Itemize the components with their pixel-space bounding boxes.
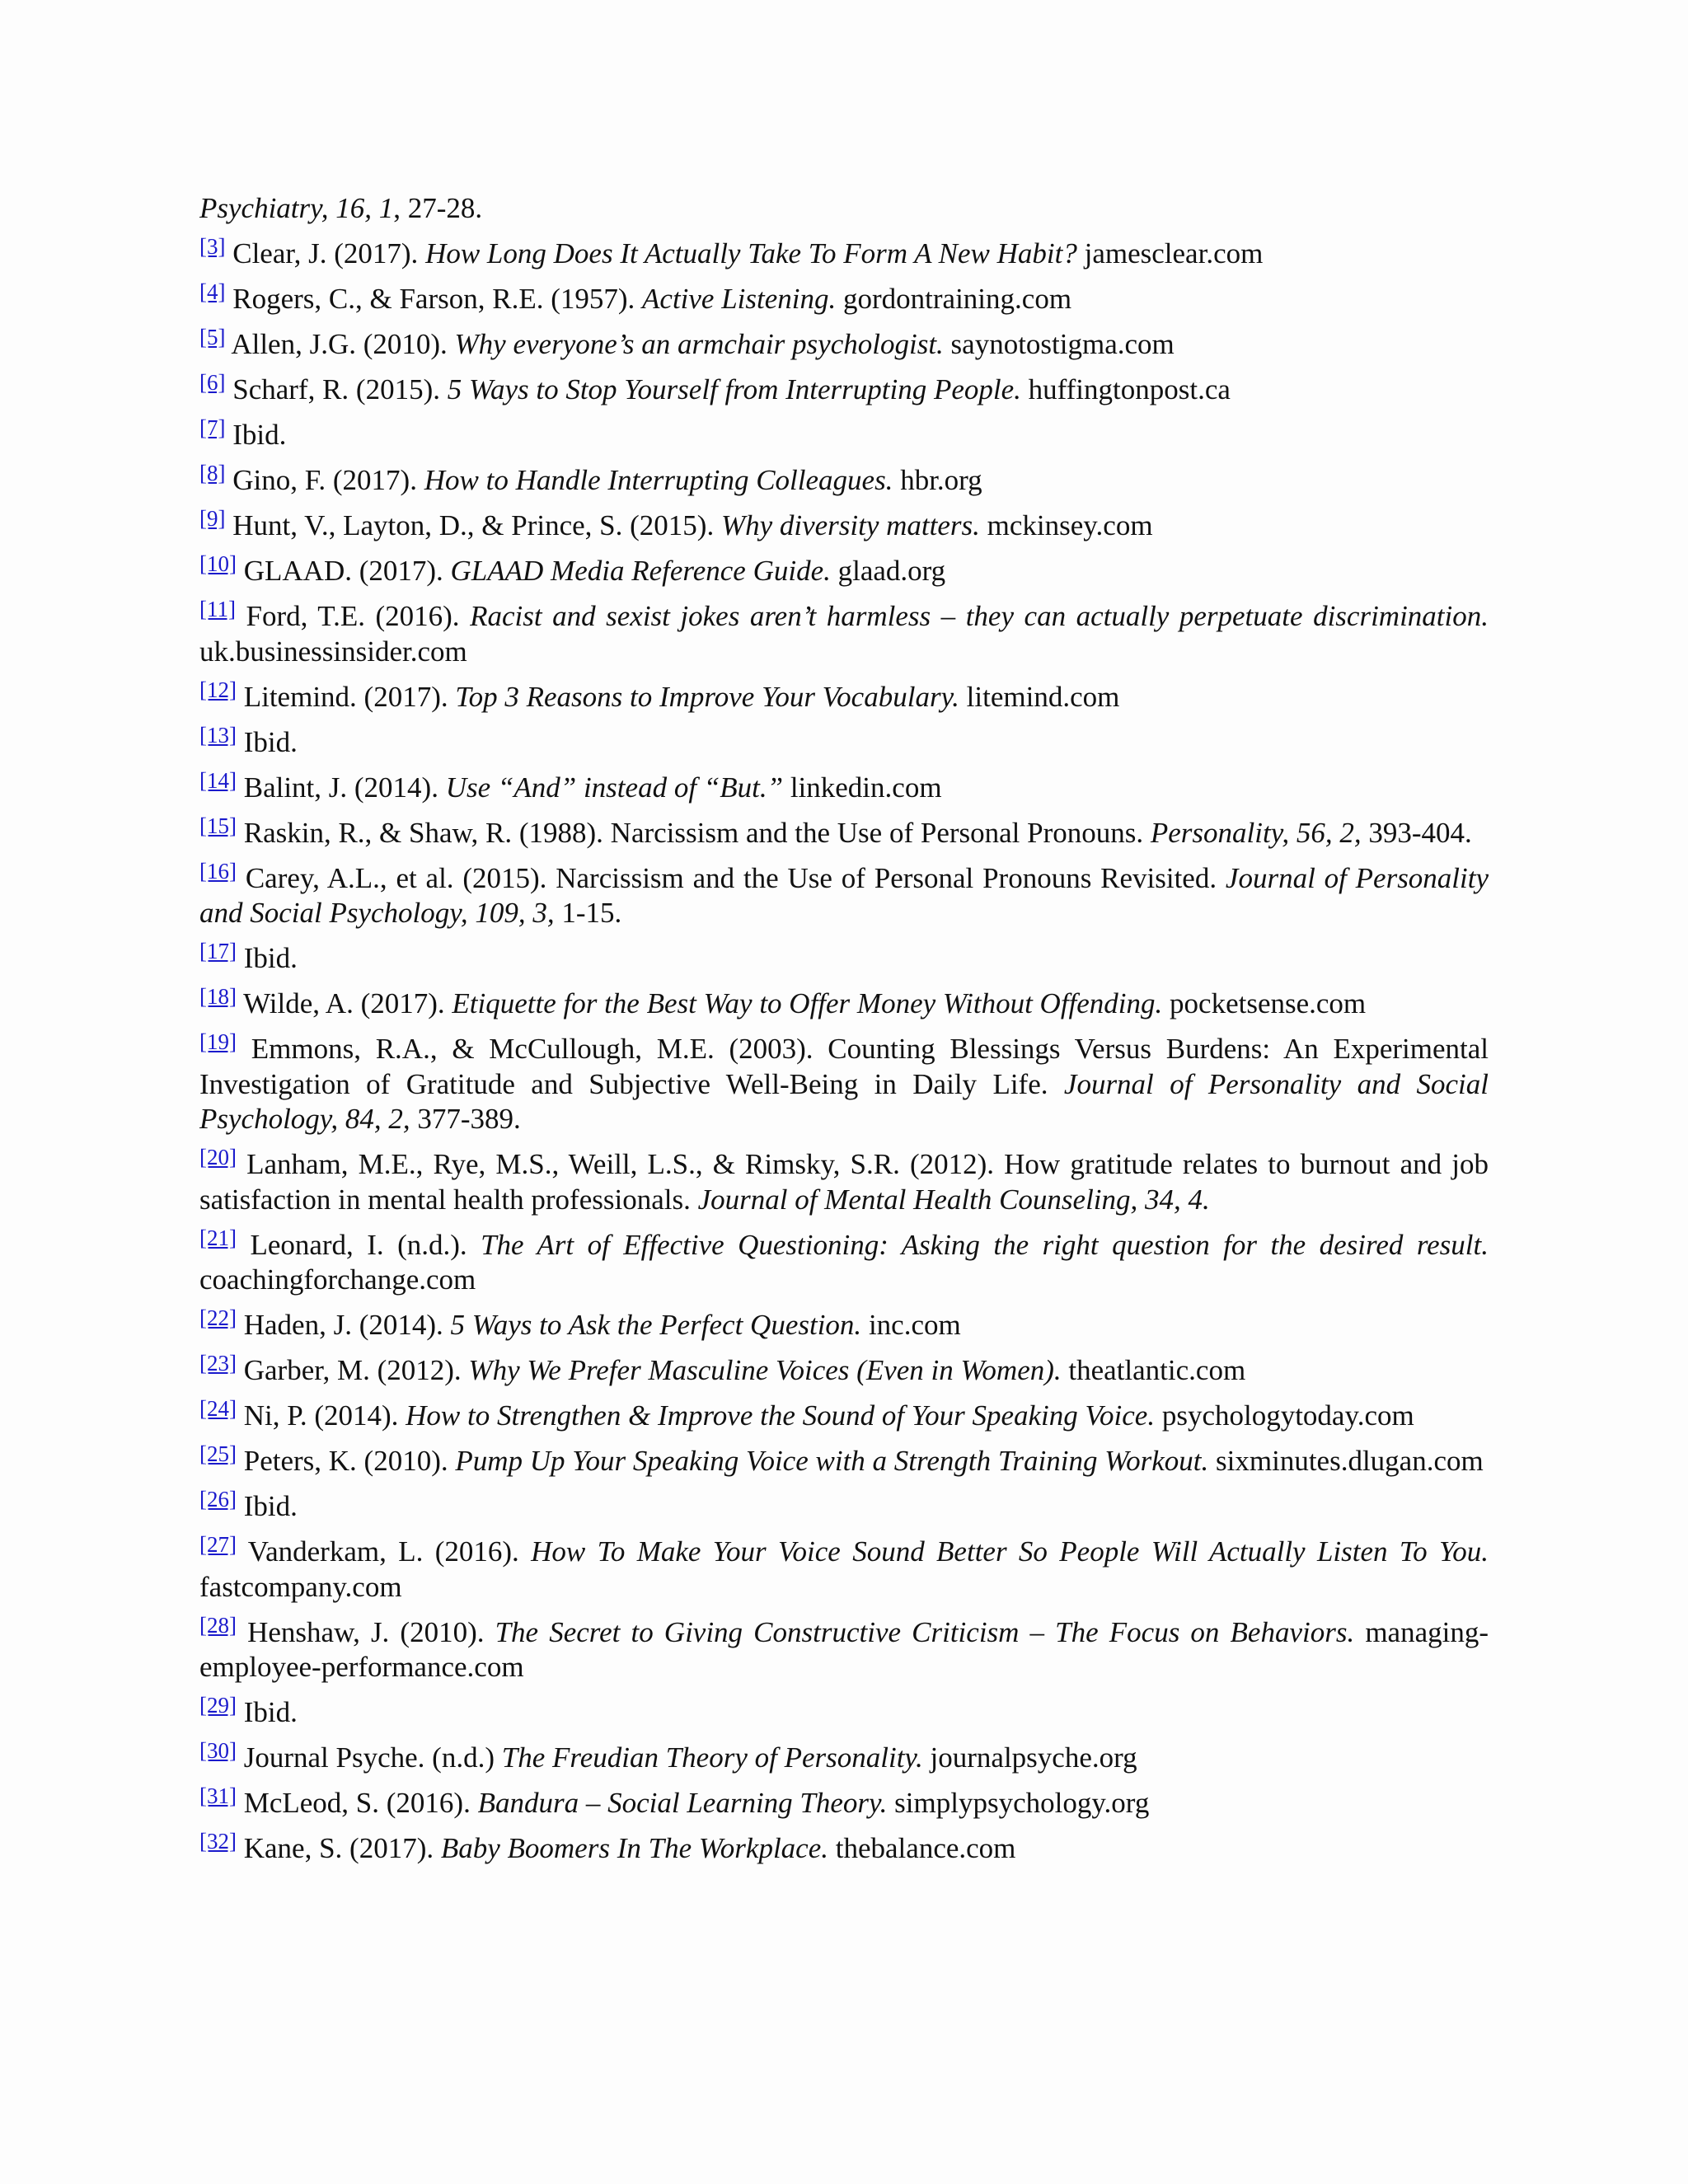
reference-source: inc.com [861,1309,961,1341]
reference-entry [199,1738,1489,1776]
reference-author: Ni, P. (2014). [243,1399,406,1432]
reference-entry [199,722,1489,761]
reference-entry [199,415,1489,453]
footnote-link[interactable]: [17] [199,939,237,963]
reference-entry [199,1441,1489,1479]
reference-entry [199,551,1489,589]
reference-title: 5 Ways to Ask the Perfect Question. [450,1309,862,1341]
reference-entry [199,767,1489,806]
reference-source: 1-15. [554,897,622,929]
footnote-link[interactable]: [31] [199,1783,237,1808]
footnote-link[interactable]: [24] [199,1396,237,1421]
reference-source: saynotostigma.com [943,328,1175,360]
footnote-link[interactable]: [21] [199,1225,237,1250]
reference-title: Why diversity matters. [720,509,980,541]
reference-continuation [199,191,1489,227]
reference-author: Hunt, V., Layton, D., & Prince, S. (2015). [232,509,721,541]
reference-source: jamesclear.com [1076,237,1264,269]
footnote-link[interactable]: [6] [199,370,226,395]
references-page [199,191,1489,1877]
reference-author: Emmons, R.A., & McCullough, M.E. (2003). Counting Blessings Versus Burdens: An Experimental Investigation of Gratitude and Subjective Well-Being in Daily Life. [199,1033,1489,1100]
reference-source: mckinsey.com [979,509,1153,541]
reference-author: Ibid. [232,419,287,451]
reference-author: Ibid. [243,725,298,758]
reference-author: GLAAD. (2017). [243,555,451,587]
reference-entry [199,1612,1489,1685]
reference-entry [199,327,1489,363]
footnote-link[interactable]: [23] [199,1351,237,1376]
footnote-link[interactable]: [25] [199,1441,237,1466]
reference-entry [199,1489,1489,1525]
reference-title: Bandura – Social Learning Theory. [477,1787,888,1819]
reference-author: Clear, J. (2017). [232,237,426,269]
reference-entry [199,1147,1489,1217]
reference-author: Peters, K. (2010). [243,1445,456,1477]
reference-source: 377-389. [410,1103,521,1135]
reference-entry [199,1029,1489,1137]
reference-title: How to Handle Interrupting Colleagues. [424,464,893,496]
reference-entry [199,234,1489,272]
footnote-link[interactable]: [7] [199,415,226,440]
reference-entry [199,506,1489,544]
reference-title: GLAAD Media Reference Guide. [450,555,831,587]
reference-title: Etiquette for the Best Way to Offer Money Without Offending. [452,987,1163,1019]
reference-title: Active Listening. [642,283,837,315]
reference-entry [199,279,1489,317]
footnote-link[interactable]: [15] [199,813,237,838]
footnote-link[interactable]: [3] [199,234,226,259]
reference-author: Allen, J.G. (2010). [231,328,455,360]
reference-source: hbr.org [893,464,982,496]
footnote-link[interactable]: [20] [199,1145,237,1169]
reference-source: uk.businessinsider.com [199,635,467,668]
reference-author: Leonard, I. (n.d.). [250,1228,481,1261]
reference-author: Carey, A.L., et al. (2015). Narcissism and the Use of Personal Pronouns Revisited. [245,861,1226,894]
footnote-link[interactable]: [8] [199,461,226,485]
reference-source: sixminutes.dlugan.com [1208,1445,1484,1477]
reference-author: Raskin, R., & Shaw, R. (1988). Narcissism and the Use of Personal Pronouns. [243,816,1151,849]
reference-author: Haden, J. (2014). [243,1309,451,1341]
reference-entry [199,1695,1489,1731]
reference-title: Personality, 56, 2, [1150,816,1362,849]
reference-entry [199,1353,1489,1389]
reference-author: Vanderkam, L. (2016). [247,1535,532,1568]
reference-author: Gino, F. (2017). [232,464,424,496]
footnote-link[interactable]: [19] [199,1029,237,1054]
reference-title: Racist and sexist jokes aren’t harmless – they can actually perpetuate discrimination. [470,600,1489,632]
reference-source: linkedin.com [783,771,942,804]
footnote-link[interactable]: [5] [199,325,226,349]
footnote-link[interactable]: [30] [199,1738,237,1763]
reference-author: Kane, S. (2017). [243,1832,441,1864]
reference-entry [199,1783,1489,1821]
continuation-pages: , 27-28. [393,192,483,224]
reference-entry [199,370,1489,408]
reference-author: McLeod, S. (2016). [243,1787,478,1819]
footnote-link[interactable]: [9] [199,506,226,531]
reference-list [199,234,1489,1867]
reference-entry [199,463,1489,499]
reference-source: coachingforchange.com [199,1263,476,1296]
reference-author: Wilde, A. (2017). [243,987,452,1019]
footnote-link[interactable]: [28] [199,1612,237,1638]
reference-entry [199,1532,1489,1605]
reference-source: 393-404. [1361,816,1472,849]
footnote-link[interactable]: [16] [199,858,237,883]
reference-entry [199,858,1489,931]
reference-title: The Freudian Theory of Personality. [501,1741,923,1774]
reference-author: Rogers, C., & Farson, R.E. (1957). [232,283,643,315]
reference-title: Journal of Personality and Social Psychology, 109, 3, [199,861,1489,929]
reference-title: How to Strengthen & Improve the Sound of Your Speaking Voice. [406,1399,1156,1432]
reference-entry [199,813,1489,851]
reference-title: Baby Boomers In The Workplace. [440,1832,829,1864]
reference-source: theatlantic.com [1061,1354,1246,1386]
reference-author: Journal Psyche. (n.d.) [243,1741,502,1774]
reference-entry [199,1396,1489,1434]
reference-author: Henshaw, J. (2010). [247,1615,495,1648]
footnote-link[interactable]: [14] [199,767,237,793]
reference-entry [199,1225,1489,1298]
reference-entry [199,599,1489,669]
footnote-link[interactable]: [12] [199,677,237,702]
reference-title: Why We Prefer Masculine Voices (Even in Women). [468,1354,1062,1386]
reference-entry [199,677,1489,715]
reference-source: litemind.com [959,680,1120,713]
reference-source: huffingtonpost.ca [1020,373,1231,405]
reference-source: glaad.org [830,555,946,587]
continuation-journal: Psychiatry, 16, 1 [199,192,394,224]
reference-title: How Long Does It Actually Take To Form A New Habit? [425,237,1077,269]
reference-source: fastcompany.com [199,1570,402,1603]
reference-author: Scharf, R. (2015). [232,373,448,405]
reference-author: Ibid. [243,1490,298,1522]
reference-source: simplypsychology.org [887,1787,1150,1819]
reference-title: How To Make Your Voice Sound Better So People Will Actually Listen To You. [531,1535,1489,1568]
footnote-link[interactable]: [11] [199,597,236,621]
reference-author: Lanham, M.E., Rye, M.S., Weill, L.S., & Rimsky, S.R. (2012). How gratitude relates to burnout and job satisfaction in mental health professionals. [199,1148,1489,1216]
reference-source: gordontraining.com [836,283,1072,315]
reference-author: Ford, T.E. (2016). [246,600,471,632]
reference-author: Garber, M. (2012). [243,1354,469,1386]
footnote-link[interactable]: [10] [199,551,237,576]
footnote-link[interactable]: [26] [199,1487,237,1511]
reference-title: Why everyone’s an armchair psychologist. [454,328,944,360]
footnote-link[interactable]: [27] [199,1532,237,1557]
reference-source: journalpsyche.org [922,1741,1137,1774]
reference-title: Top 3 Reasons to Improve Your Vocabulary. [455,680,959,713]
footnote-link[interactable]: [13] [199,722,237,748]
reference-title: Use “And” instead of “But.” [445,771,784,804]
reference-source: psychologytoday.com [1155,1399,1414,1432]
reference-title: 5 Ways to Stop Yourself from Interrupting People. [447,373,1021,405]
footnote-link[interactable]: [32] [199,1829,237,1854]
reference-author: Balint, J. (2014). [243,771,446,804]
footnote-link[interactable]: [18] [199,984,237,1009]
reference-source: managing-employee-performance.com [199,1615,1489,1683]
reference-source: thebalance.com [828,1832,1016,1864]
reference-entry [199,1831,1489,1867]
reference-author: Ibid. [243,1696,298,1728]
reference-source: pocketsense.com [1162,987,1367,1019]
reference-author: Litemind. (2017). [243,680,456,713]
reference-title: Journal of Personality and Social Psychology, 84, 2, [199,1067,1489,1135]
footnote-link[interactable]: [4] [199,279,226,304]
footnote-link[interactable]: [29] [199,1693,237,1718]
footnote-link[interactable]: [22] [199,1305,237,1330]
reference-author: Ibid. [243,942,298,974]
reference-entry [199,984,1489,1022]
reference-entry [199,941,1489,977]
reference-title: Journal of Mental Health Counseling, 34, 4. [697,1183,1210,1216]
reference-entry [199,1305,1489,1343]
reference-title: The Secret to Giving Constructive Criticism – The Focus on Behaviors. [495,1615,1355,1648]
reference-title: The Art of Effective Questioning: Asking the right question for the desired result. [481,1228,1489,1261]
reference-title: Pump Up Your Speaking Voice with a Strength Training Workout. [455,1445,1209,1477]
